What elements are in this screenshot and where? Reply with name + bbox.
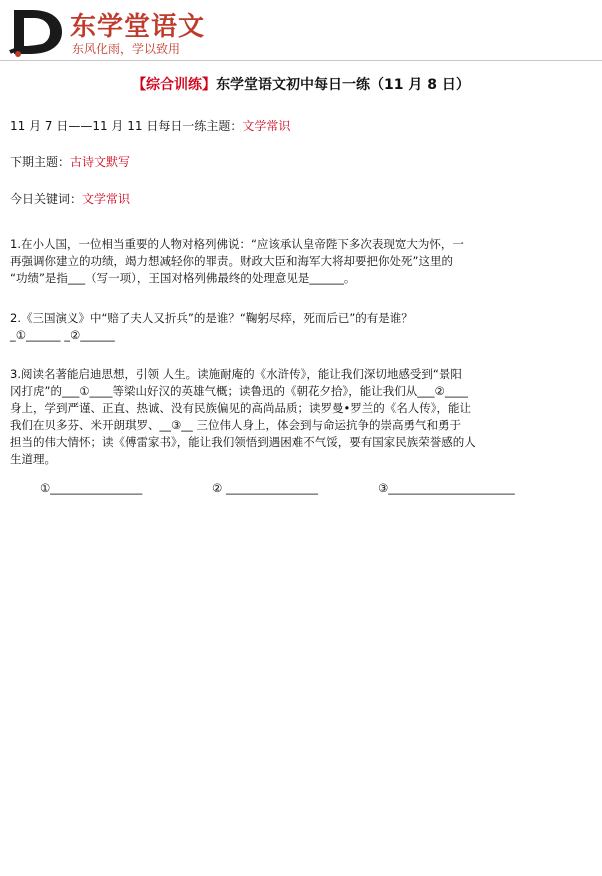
answer-blank-3: ③______________________ [378,481,515,495]
question-3-line: 冈打虎”的___①____等梁山好汉的英雄气概；读鲁迅的《朝花夕拾》，能让我们从___②____ [10,384,468,398]
next-theme-value: 古诗文默写 [70,155,131,169]
question-3-answer-blanks [40,480,515,497]
answer-blank-1: ①________________ [40,481,143,495]
next-theme-label: 下期主题： [10,155,71,169]
title-tag: 【综合训练】 [132,77,217,93]
question-3-line: 3.阅读名著能启迪思想，引领 人生。读施耐庵的《水浒传》，能让我们深切地感受到“景阳 [10,367,462,381]
theme-value: 文学常识 [242,119,291,133]
brand-slogan: 东风化雨，学以致用 [72,42,181,56]
question-1 [10,236,592,287]
title-text: 东学堂语文初中每日一练（11 月 8 日） [216,77,470,93]
question-1-line: “功绩”是指___（写一项），王国对格列佛最终的处理意见是______。 [10,271,356,285]
question-2-blanks: _①______ _②______ [10,328,115,342]
question-3-line: 担当的伟大情怀；读《傅雷家书》，能让我们领悟到遇困难不气馁，要有国家民族荣誉感的人 [10,435,476,449]
header-divider [0,60,602,61]
theme-label: 11 月 7 日——11 月 11 日每日一练主题： [10,119,243,133]
question-2-line: 2.《三国演义》中“赔了夫人又折兵”的是谁？“鞠躬尽瘁，死而后已”的有是谁？ [10,311,413,325]
page-title [0,74,602,94]
keyword-label: 今日关键词： [10,192,83,206]
question-3-line: 身上，学到严谨、正直、热诚、没有民族偏见的高尚品质；读罗曼•罗兰的《名人传》，能让 [10,401,472,415]
question-3-line: 生道理。 [10,452,56,466]
question-3-line: 我们在贝多芬、米开朗琪罗、__③__ 三位伟人身上，体会到与命运抗争的崇高勇气和勇于 [10,418,461,432]
brand-name: 东学堂语文 [70,12,206,42]
brush-d-logo-icon [8,6,66,58]
question-1-line: 1.在小人国，一位相当重要的人物对格列佛说：“应该承认皇帝陛下多次表现宽大为怀，一 [10,237,464,251]
keyword-line [10,190,130,208]
header [0,0,602,64]
question-2 [10,310,592,344]
question-1-line: 再强调你建立的功绩，竭力想减轻你的罪责。财政大臣和海军大将却要把你处死”这里的 [10,254,453,268]
question-3 [10,366,592,468]
next-theme-line [10,153,130,171]
answer-blank-2: ② ________________ [212,481,318,495]
keyword-value: 文学常识 [82,192,131,206]
theme-line [10,117,290,135]
